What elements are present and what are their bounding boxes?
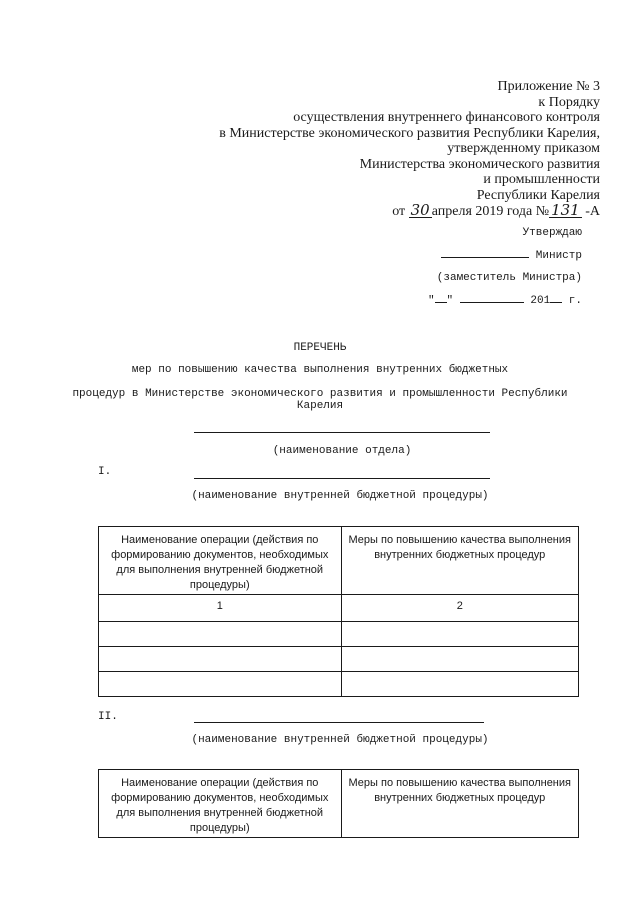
title-line-2: процедур в Министерстве экономического развития и промышленности Республики	[72, 388, 568, 400]
year-prefix: 201	[530, 294, 551, 307]
header-line: и промышленности	[483, 172, 600, 187]
header-line: Республики Карелия	[476, 187, 600, 203]
year-blank	[550, 302, 562, 303]
table-row	[99, 622, 579, 647]
section-numeral: I.	[98, 466, 112, 478]
column-number: 2	[341, 595, 578, 622]
order-prefix: от	[392, 204, 406, 219]
column-header-measures: Меры по повышению качества выполнения внутренних бюджетных процедур	[341, 770, 578, 838]
column-header-operation: Наименование операции (действия по формированию документов, необходимых для выполнения внутренней бюджетной процедуры)	[99, 527, 342, 595]
table-cell	[99, 672, 342, 697]
approval-block	[322, 226, 582, 316]
deputy-label: (заместитель Министра)	[436, 272, 582, 284]
column-header-measures: Меры по повышению качества выполнения внутренних бюджетных процедур	[341, 527, 578, 595]
header-line: Министерства экономического развития	[359, 156, 600, 172]
signature-blank	[441, 257, 529, 258]
approval-date-row	[322, 294, 582, 308]
table-row	[99, 647, 579, 672]
minister-label: Министр	[535, 249, 582, 262]
column-header-operation: Наименование операции (действия по формированию документов, необходимых для выполнения внутренней бюджетной процедуры)	[99, 770, 342, 838]
table-row	[99, 672, 579, 697]
order-day-handwritten: 30	[410, 201, 430, 219]
table-header-row	[99, 770, 579, 838]
header-line: в Министерстве экономического развития Республики Карелия,	[219, 125, 600, 141]
table-header-row	[99, 527, 579, 595]
year-suffix: г.	[568, 294, 582, 307]
appendix-header	[180, 79, 600, 220]
order-suffix: -А	[585, 204, 600, 219]
table-cell	[99, 622, 342, 647]
table-cell	[341, 672, 578, 697]
procedure-field-line	[194, 478, 490, 479]
measures-table	[98, 526, 579, 697]
department-caption: (наименование отдела)	[272, 445, 412, 457]
procedure-field-line	[194, 722, 484, 723]
approve-label: Утверждаю	[522, 227, 582, 239]
day-blank	[435, 302, 447, 303]
header-line: Приложение № 3	[497, 79, 600, 94]
header-line: утвержденному приказом	[447, 141, 600, 156]
column-number: 1	[99, 595, 342, 622]
header-line: осуществления внутреннего финансового контроля	[293, 110, 600, 125]
quote-open: "	[427, 294, 435, 307]
header-line: к Порядку	[538, 94, 600, 110]
month-blank	[460, 302, 524, 303]
table-cell	[341, 622, 578, 647]
order-reference	[180, 203, 600, 220]
department-field-line	[194, 432, 490, 433]
table-number-row	[99, 595, 579, 622]
measures-table	[98, 769, 579, 838]
quote-close: "	[446, 294, 454, 307]
title-line-1: мер по повышению качества выполнения внутренних бюджетных	[131, 364, 509, 376]
title-line-3: Карелия	[296, 400, 344, 412]
table-cell	[99, 647, 342, 672]
table-cell	[341, 647, 578, 672]
document-title: ПЕРЕЧЕНЬ	[293, 342, 347, 354]
order-middle: апреля 2019 года №	[431, 204, 550, 219]
procedure-caption: (наименование внутренней бюджетной процедуры)	[191, 490, 489, 502]
procedure-caption: (наименование внутренней бюджетной процедуры)	[191, 734, 489, 746]
section-numeral: II.	[98, 711, 118, 723]
minister-signature-row	[322, 249, 582, 263]
order-number-handwritten: 131	[551, 201, 580, 219]
